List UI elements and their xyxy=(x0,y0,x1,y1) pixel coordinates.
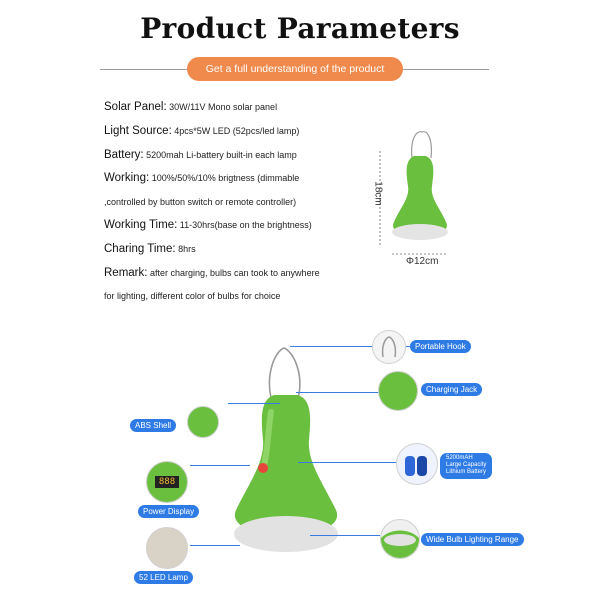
lamp-bulb xyxy=(234,516,338,552)
spec-value: 5200mah Li-battery built-in each lamp xyxy=(146,150,297,160)
power-display-label: Power Display xyxy=(138,505,199,518)
callout-line-led xyxy=(190,545,240,546)
spec-working-continued xyxy=(104,197,296,207)
callout-line-battery xyxy=(298,462,398,463)
spec-label: Working Time: xyxy=(104,219,178,231)
hook-small xyxy=(412,132,432,158)
callout-line-abs xyxy=(228,403,280,404)
portable-hook-label: Portable Hook xyxy=(410,340,471,353)
spec-value: after charging, bulbs can took to anywhere xyxy=(149,268,320,278)
hook xyxy=(269,348,299,398)
spec-working xyxy=(104,172,299,184)
battery-label-line1: 5200mAH xyxy=(446,455,473,461)
spec-label: Light Source: xyxy=(104,125,172,137)
spec-value: ,controlled by button switch or remote controller) xyxy=(104,197,297,207)
spec-value: 8hrs xyxy=(178,244,196,254)
spec-label: Solar Panel: xyxy=(104,101,167,113)
spec-value: 100%/50%/10% brigtness (dimmable xyxy=(151,173,300,183)
page-title: Product Parameters xyxy=(140,12,460,45)
spec-solar-panel xyxy=(104,101,277,113)
lamp-body xyxy=(235,395,337,536)
led-lamp-label: 52 LED Lamp xyxy=(134,571,193,584)
diameter-dimension: Φ12cm xyxy=(406,256,439,267)
subtitle-banner: Get a full understanding of the product xyxy=(187,57,403,81)
lamp-main-illustration xyxy=(226,340,346,580)
spec-value: 11-30hrs(base on the brightness) xyxy=(179,220,312,230)
spec-value: for lighting, different color of bulbs for choice xyxy=(104,291,281,301)
divider-right xyxy=(403,69,489,70)
spec-label: Remark: xyxy=(104,267,148,279)
power-display-readout: 888 xyxy=(155,476,179,488)
spec-value: 30W/11V Mono solar panel xyxy=(169,102,278,112)
spec-light-source xyxy=(104,125,299,137)
height-dimension: 18cm xyxy=(372,181,384,206)
abs-shell-label: ABS Shell xyxy=(130,419,176,432)
lamp-dimension-illustration xyxy=(370,126,470,276)
power-display-detail xyxy=(146,461,188,503)
wide-bulb-detail xyxy=(380,519,420,559)
power-button xyxy=(258,463,268,473)
led-lamp-detail xyxy=(146,527,188,569)
charging-jack-detail xyxy=(378,371,418,411)
lamp-bulb-small xyxy=(392,224,448,240)
abs-shell-detail xyxy=(187,406,219,438)
divider-left xyxy=(100,69,187,70)
battery-detail xyxy=(396,443,438,485)
spec-remark xyxy=(104,267,320,279)
lamp-body-small xyxy=(393,156,447,235)
callout-line-bulb xyxy=(310,535,380,536)
callout-line-jack xyxy=(296,392,380,393)
wide-bulb-label: Wide Bulb Lighting Range xyxy=(421,533,524,546)
spec-label: Battery: xyxy=(104,149,144,161)
hook-detail xyxy=(372,330,406,364)
battery-label xyxy=(440,453,492,479)
battery-label-line3: Lithium Battery xyxy=(446,469,487,475)
battery-label-line2: Large Capacity xyxy=(446,462,487,468)
spec-label: Charing Time: xyxy=(104,243,176,255)
spec-working-time xyxy=(104,219,312,231)
callout-line-display xyxy=(190,465,250,466)
spec-charing-time xyxy=(104,243,196,255)
spec-remark-continued xyxy=(104,291,280,301)
spec-label: Working: xyxy=(104,172,150,184)
charging-jack-label: Charging Jack xyxy=(421,383,482,396)
spec-value: 4pcs*5W LED (52pcs/led lamp) xyxy=(174,126,300,136)
spec-battery xyxy=(104,149,297,161)
